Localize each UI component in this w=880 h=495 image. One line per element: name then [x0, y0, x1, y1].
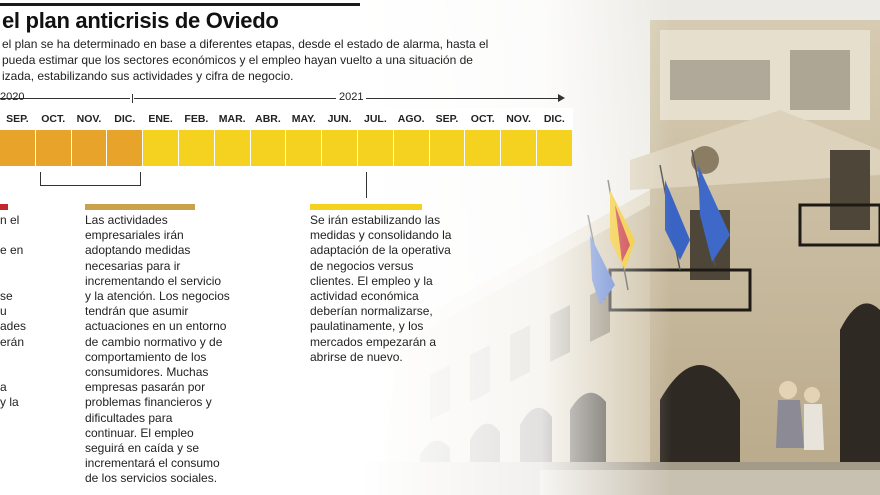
month-label: MAY. — [286, 108, 322, 130]
text-line: u — [0, 304, 7, 319]
month-cell — [394, 108, 430, 166]
month-cell — [322, 108, 358, 166]
year-label-2021: 2021 — [336, 91, 366, 103]
arrow-right-icon — [558, 94, 565, 102]
text-line: consumidores. Muchas — [85, 365, 209, 380]
text-line: abrirse de nuevo. — [310, 349, 403, 364]
text-line: medidas y consolidando la — [310, 228, 452, 243]
month-timeline — [0, 108, 573, 166]
month-label: MAR. — [215, 108, 251, 130]
month-label: DIC. — [107, 108, 143, 130]
month-label: ENE. — [143, 108, 179, 130]
month-cell — [0, 108, 36, 166]
text-line — [0, 411, 30, 426]
month-cell — [537, 108, 573, 166]
text-line: e en — [0, 243, 24, 258]
month-label: NOV. — [501, 108, 537, 130]
month-label: DIC. — [537, 108, 573, 130]
text-line: actividad económica — [310, 289, 419, 304]
month-cell — [72, 108, 108, 166]
phase-1-text — [0, 213, 30, 426]
month-cell — [251, 108, 287, 166]
month-cell — [143, 108, 179, 166]
month-bar-yellow — [286, 130, 321, 166]
phase-bar-yellow — [310, 204, 422, 210]
month-bar-orange — [36, 130, 71, 166]
intro-line: izada, estabilizando sus actividades y cifra de negocio. — [2, 69, 294, 83]
phase-bar-red — [0, 204, 8, 210]
month-label: JUL. — [358, 108, 394, 130]
month-bar-orange — [107, 130, 142, 166]
month-bar-yellow — [322, 130, 357, 166]
text-line: seguirá en caída y se — [85, 441, 200, 456]
text-line: ades — [0, 319, 27, 334]
month-cell — [286, 108, 322, 166]
text-line: mercados empezarán a — [310, 334, 437, 349]
month-cell — [465, 108, 501, 166]
month-bar-yellow — [430, 130, 465, 166]
text-line — [0, 259, 30, 274]
text-line: incrementará el consumo — [85, 456, 220, 471]
text-line: n el — [0, 213, 20, 227]
page-title: el plan anticrisis de Oviedo — [2, 8, 279, 33]
intro-text — [2, 36, 502, 84]
text-line: empresas pasarán por — [85, 380, 206, 395]
text-line: Las actividades — [85, 213, 168, 227]
month-label: OCT. — [36, 108, 72, 130]
text-line: actuaciones en un entorno — [85, 319, 227, 334]
month-label: NOV. — [72, 108, 108, 130]
text-line: Se irán estabilizando las — [310, 213, 441, 227]
month-label: OCT. — [465, 108, 501, 130]
text-line: empresariales irán — [85, 228, 184, 243]
text-line: se — [0, 289, 13, 304]
text-line — [0, 228, 30, 243]
phase-2-text — [85, 213, 245, 487]
year-divider — [132, 94, 133, 103]
text-line: erán — [0, 334, 25, 349]
month-bar-yellow — [179, 130, 214, 166]
phase-pointer — [366, 172, 367, 198]
month-cell — [358, 108, 394, 166]
phase-bar-tan — [85, 204, 195, 210]
intro-line: pueda estimar que los sectores económicos y el empleo hayan vuelto a una situación de — [2, 53, 473, 67]
text-line — [0, 365, 30, 380]
text-line: dificultades para — [85, 410, 173, 425]
text-line: y la — [0, 395, 19, 410]
text-line: y la atención. Los negocios — [85, 289, 230, 304]
intro-line: el plan se ha determinado en base a diferentes etapas, desde el estado de alarma, hasta el — [2, 37, 489, 51]
month-label: ABR. — [251, 108, 287, 130]
month-bar-yellow — [358, 130, 393, 166]
month-bar-yellow — [143, 130, 178, 166]
text-line: adaptación de la operativa — [310, 243, 451, 258]
month-label: SEP. — [0, 108, 36, 130]
month-cell — [36, 108, 72, 166]
month-bar-yellow — [215, 130, 250, 166]
text-line: clientes. El empleo y la — [310, 273, 433, 288]
text-line: comportamiento de los — [85, 349, 207, 364]
text-line — [0, 350, 30, 365]
text-line: de los servicios sociales. — [85, 471, 218, 486]
phase-bracket — [40, 172, 141, 186]
month-bar-orange — [0, 130, 35, 166]
text-line: de cambio normativo y de — [85, 334, 223, 349]
text-line: incrementando el servicio — [85, 273, 222, 288]
month-bar-yellow — [251, 130, 286, 166]
text-line: problemas financieros y — [85, 395, 212, 410]
text-line: adoptando medidas — [85, 243, 191, 258]
month-cell — [501, 108, 537, 166]
month-label: FEB. — [179, 108, 215, 130]
month-label: AGO. — [394, 108, 430, 130]
month-label: SEP. — [430, 108, 466, 130]
text-line: continuar. El empleo — [85, 425, 194, 440]
month-bar-orange — [72, 130, 107, 166]
text-line: necesarias para ir — [85, 258, 181, 273]
month-bar-yellow — [537, 130, 572, 166]
month-cell — [430, 108, 466, 166]
month-bar-yellow — [501, 130, 536, 166]
text-line: a — [0, 380, 7, 395]
month-label: JUN. — [322, 108, 358, 130]
month-bar-yellow — [465, 130, 500, 166]
month-cell — [179, 108, 215, 166]
text-line: de negocios versus — [310, 258, 414, 273]
month-cell — [215, 108, 251, 166]
text-line: tendrán que asumir — [85, 304, 189, 319]
phase-3-text — [310, 213, 470, 365]
text-line: paulatinamente, y los — [310, 319, 424, 334]
year-label-2020: 2020 — [0, 91, 25, 103]
month-cell — [107, 108, 143, 166]
month-bar-yellow — [394, 130, 429, 166]
text-line: deberían normalizarse, — [310, 304, 433, 319]
text-line — [0, 274, 30, 289]
